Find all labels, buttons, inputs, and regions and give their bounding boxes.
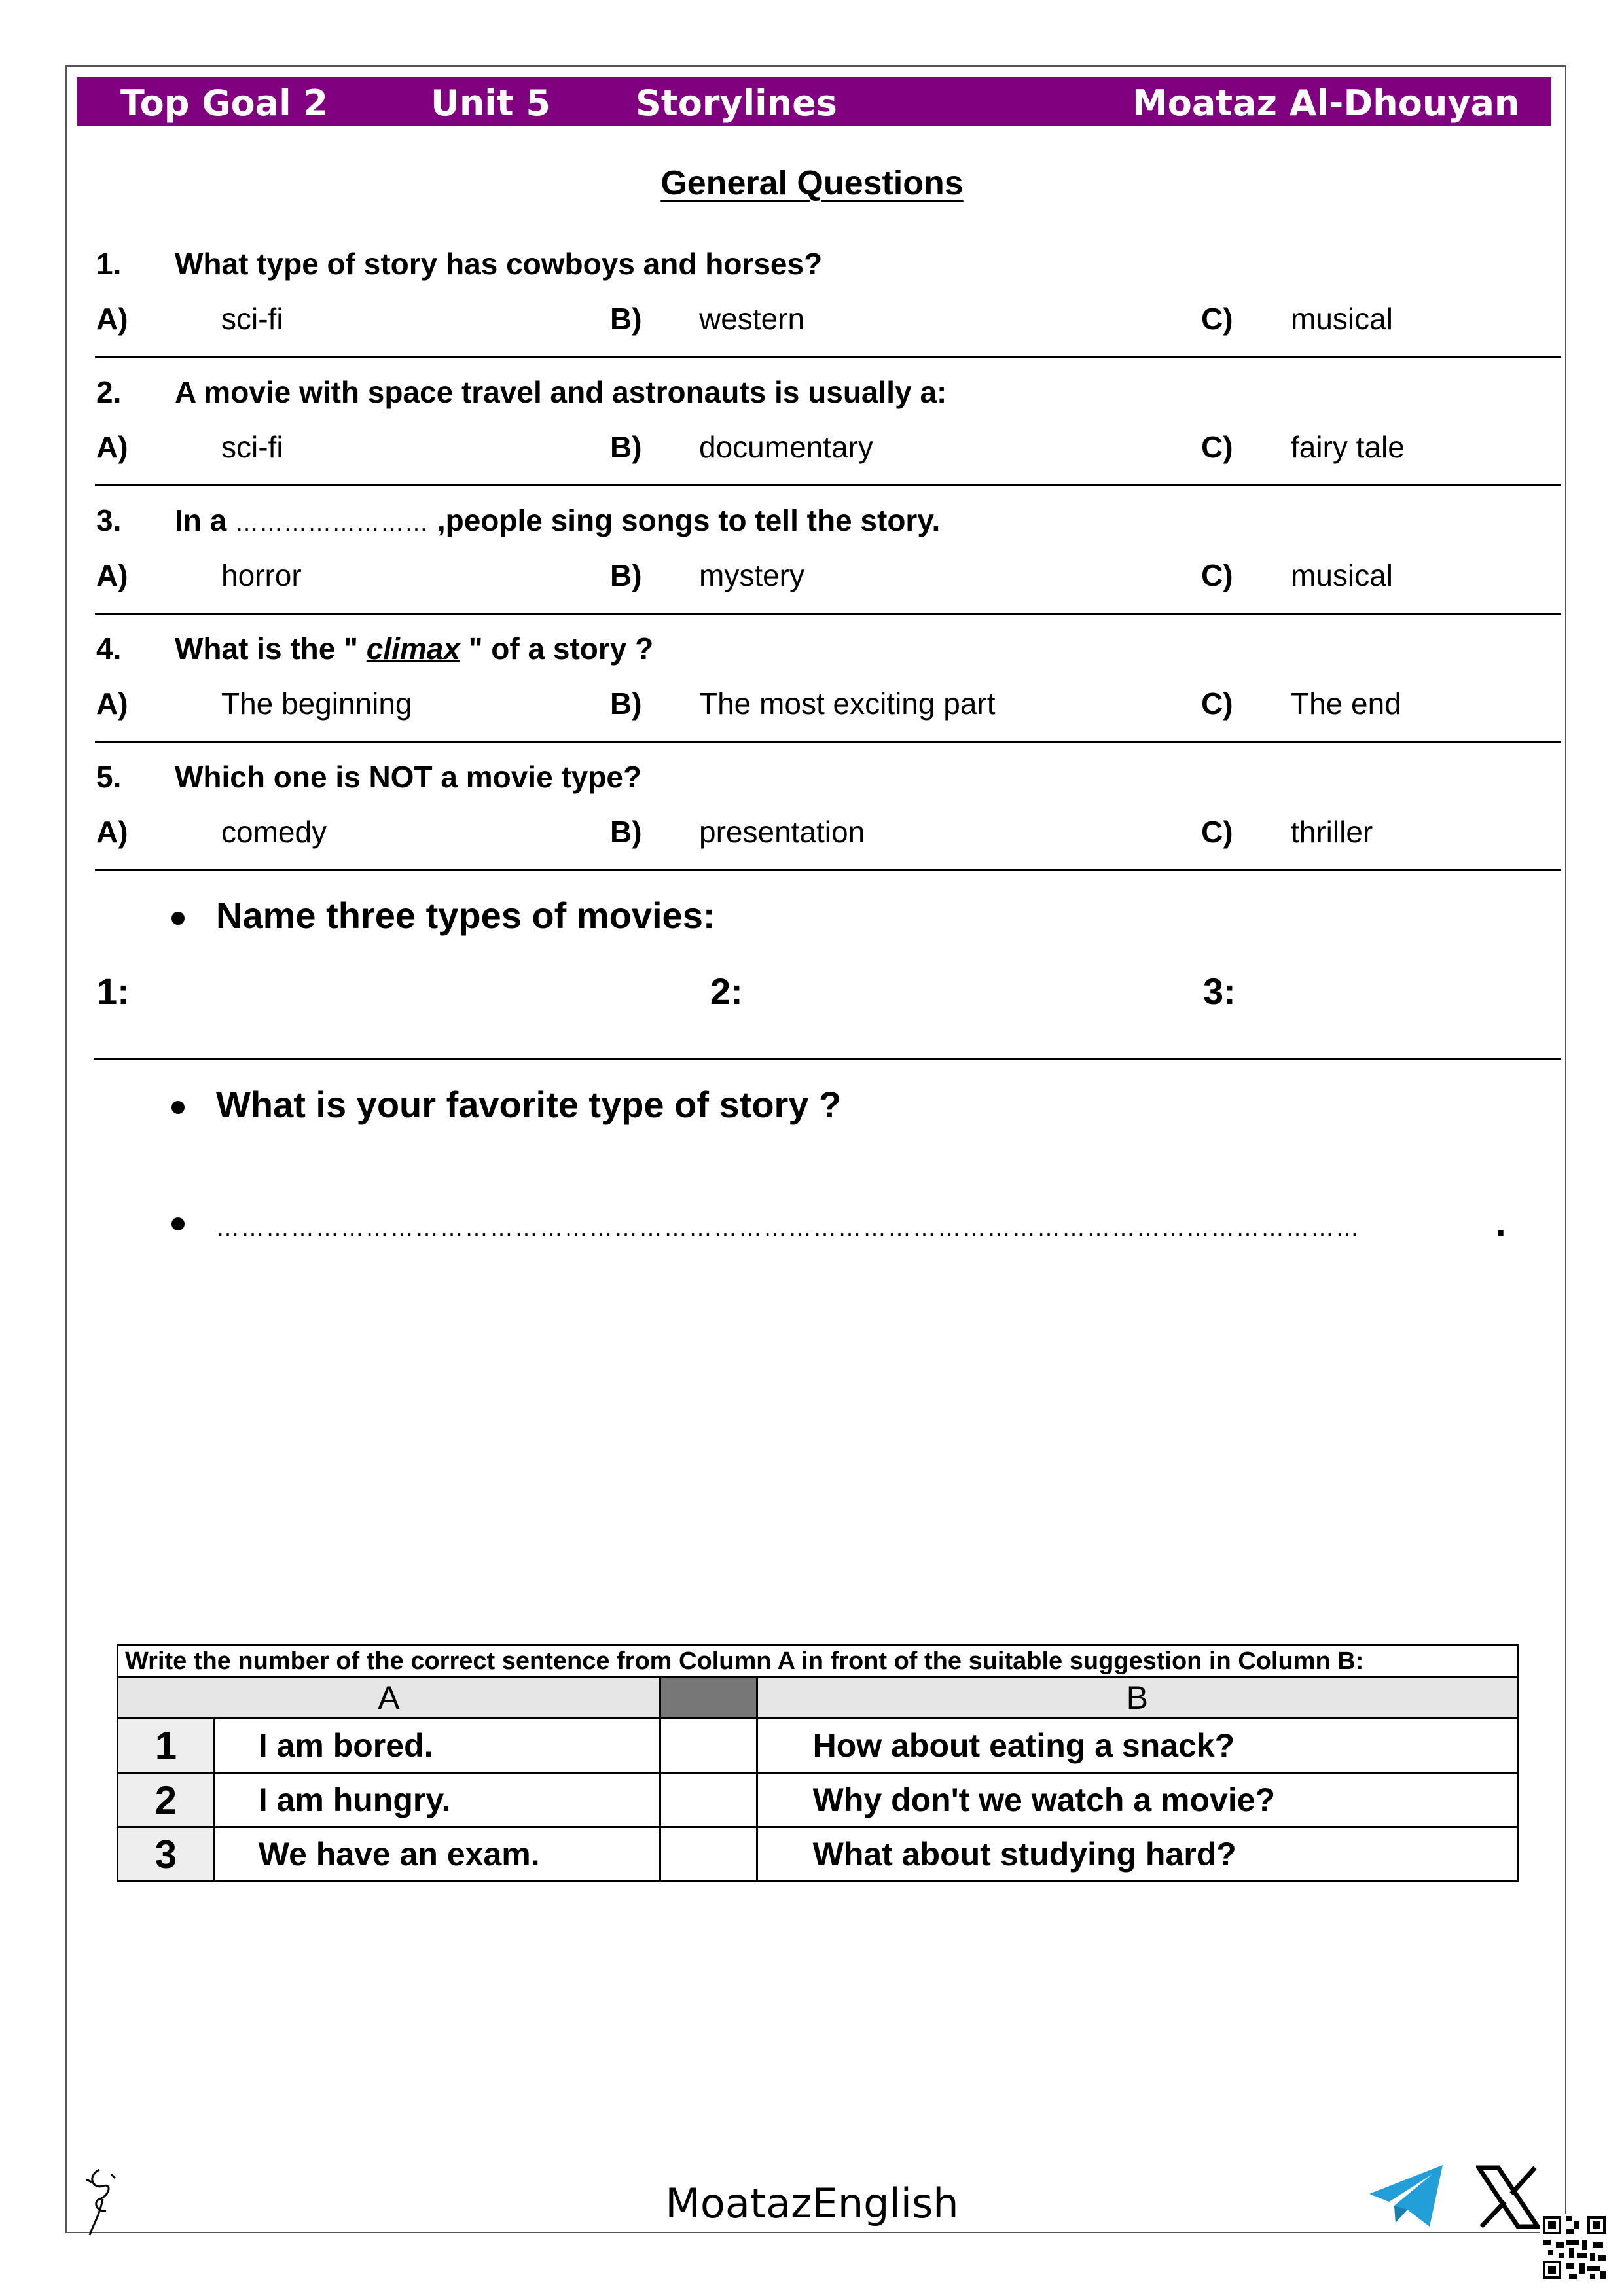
option-c-text[interactable]: musical (1291, 558, 1393, 592)
bullet-icon (171, 1217, 185, 1230)
author-name: Moataz Al-Dhouyan (1132, 82, 1520, 124)
course-title: Top Goal 2 (120, 82, 328, 124)
question-4 (95, 613, 1561, 743)
option-b-label: B) (610, 687, 642, 721)
question-number: 1. (96, 247, 122, 281)
option-b-text[interactable]: documentary (699, 430, 873, 464)
matching-instruction: Write the number of the correct sentence from Column A in front of the suitable suggestion in Column B: (118, 1645, 1518, 1677)
option-b-text[interactable]: The most exciting part (699, 687, 996, 721)
option-a-label: A) (96, 558, 128, 592)
option-c-label: C) (1201, 430, 1233, 464)
bullet-icon (171, 1101, 185, 1114)
favorite-answer-line[interactable]: ………………………………………………………………………………………………………………………… (216, 1214, 1360, 1241)
brand-name: MoatazEnglish (665, 2179, 959, 2227)
column-a-sentence: We have an exam. (214, 1827, 660, 1882)
column-b-header: B (757, 1677, 1517, 1719)
answer-cell[interactable] (660, 1827, 757, 1882)
option-b-label: B) (610, 430, 642, 464)
question-number: 4. (96, 632, 122, 666)
option-b-text[interactable]: western (699, 302, 805, 336)
bullet-icon (171, 912, 185, 925)
option-a-text[interactable]: comedy (221, 815, 327, 849)
option-b-text[interactable]: presentation (699, 815, 865, 849)
option-b-label: B) (610, 815, 642, 849)
section-title: General Questions (660, 164, 964, 202)
favorite-prompt: What is your favorite type of story ? (216, 1084, 842, 1125)
option-a-label: A) (96, 815, 128, 849)
name-three-prompt: Name three types of movies: (216, 895, 715, 936)
question-stem: What is the " climax " of a story ? (175, 632, 654, 666)
option-c-text[interactable]: The end (1291, 687, 1401, 721)
table-row (118, 1773, 1518, 1827)
option-a-text[interactable]: sci-fi (221, 302, 283, 336)
question-stem: A movie with space travel and astronauts is usually a: (175, 375, 947, 409)
page-header (77, 77, 1551, 126)
matching-table (117, 1644, 1519, 1882)
answer-cell[interactable] (660, 1773, 757, 1827)
option-a-text[interactable]: horror (221, 558, 302, 592)
question-3 (95, 484, 1561, 615)
answer-slot-3-label: 3: (1203, 971, 1236, 1012)
question-stem: Which one is NOT a movie type? (175, 760, 642, 794)
option-b-text[interactable]: mystery (699, 558, 804, 592)
option-c-text[interactable]: fairy tale (1291, 430, 1405, 464)
column-a-sentence: I am bored. (214, 1719, 660, 1773)
answer-column-header (660, 1677, 757, 1719)
column-a-sentence: I am hungry. (214, 1773, 660, 1827)
option-a-label: A) (96, 687, 128, 721)
column-b-suggestion: Why don't we watch a movie? (757, 1773, 1517, 1827)
keyword-climax: climax (366, 632, 460, 666)
option-a-label: A) (96, 302, 128, 336)
option-c-label: C) (1201, 558, 1233, 592)
question-5 (95, 741, 1561, 871)
matching-instruction-row (118, 1645, 1518, 1677)
answer-slot-2-label: 2: (710, 971, 743, 1012)
question-number: 3. (96, 503, 122, 537)
question-number: 2. (96, 375, 122, 409)
option-c-label: C) (1201, 687, 1233, 721)
table-row (118, 1719, 1518, 1773)
qr-code-icon[interactable] (1540, 2214, 1608, 2282)
question-2 (95, 356, 1561, 486)
row-number: 1 (118, 1719, 215, 1773)
option-a-text[interactable]: sci-fi (221, 430, 283, 464)
option-c-text[interactable]: musical (1291, 302, 1393, 336)
option-a-label: A) (96, 430, 128, 464)
topic-title: Storylines (636, 82, 837, 124)
column-b-suggestion: How about eating a snack? (757, 1719, 1517, 1773)
option-b-label: B) (610, 302, 642, 336)
unit-title: Unit 5 (431, 82, 550, 124)
answer-slot-1-label: 1: (97, 971, 130, 1012)
telegram-icon[interactable] (1367, 2162, 1447, 2229)
matching-header-row (118, 1677, 1518, 1719)
question-stem: What type of story has cowboys and horses? (175, 247, 823, 281)
answer-cell[interactable] (660, 1719, 757, 1773)
answer-end-mark: . (1496, 1202, 1506, 1244)
option-c-label: C) (1201, 815, 1233, 849)
column-a-header: A (118, 1677, 660, 1719)
option-b-label: B) (610, 558, 642, 592)
table-row (118, 1827, 1518, 1882)
question-1 (95, 228, 1561, 358)
option-c-text[interactable]: thriller (1291, 815, 1373, 849)
row-number: 2 (118, 1773, 215, 1827)
option-c-label: C) (1201, 302, 1233, 336)
answer-blank[interactable]: …………………… (235, 509, 429, 536)
x-twitter-icon[interactable] (1476, 2165, 1540, 2229)
option-a-text[interactable]: The beginning (221, 687, 412, 721)
row-number: 3 (118, 1827, 215, 1882)
divider (94, 1058, 1561, 1060)
column-b-suggestion: What about studying hard? (757, 1827, 1517, 1882)
question-number: 5. (96, 760, 122, 794)
question-stem: In a …………………… ,people sing songs to tell the story. (175, 503, 941, 537)
